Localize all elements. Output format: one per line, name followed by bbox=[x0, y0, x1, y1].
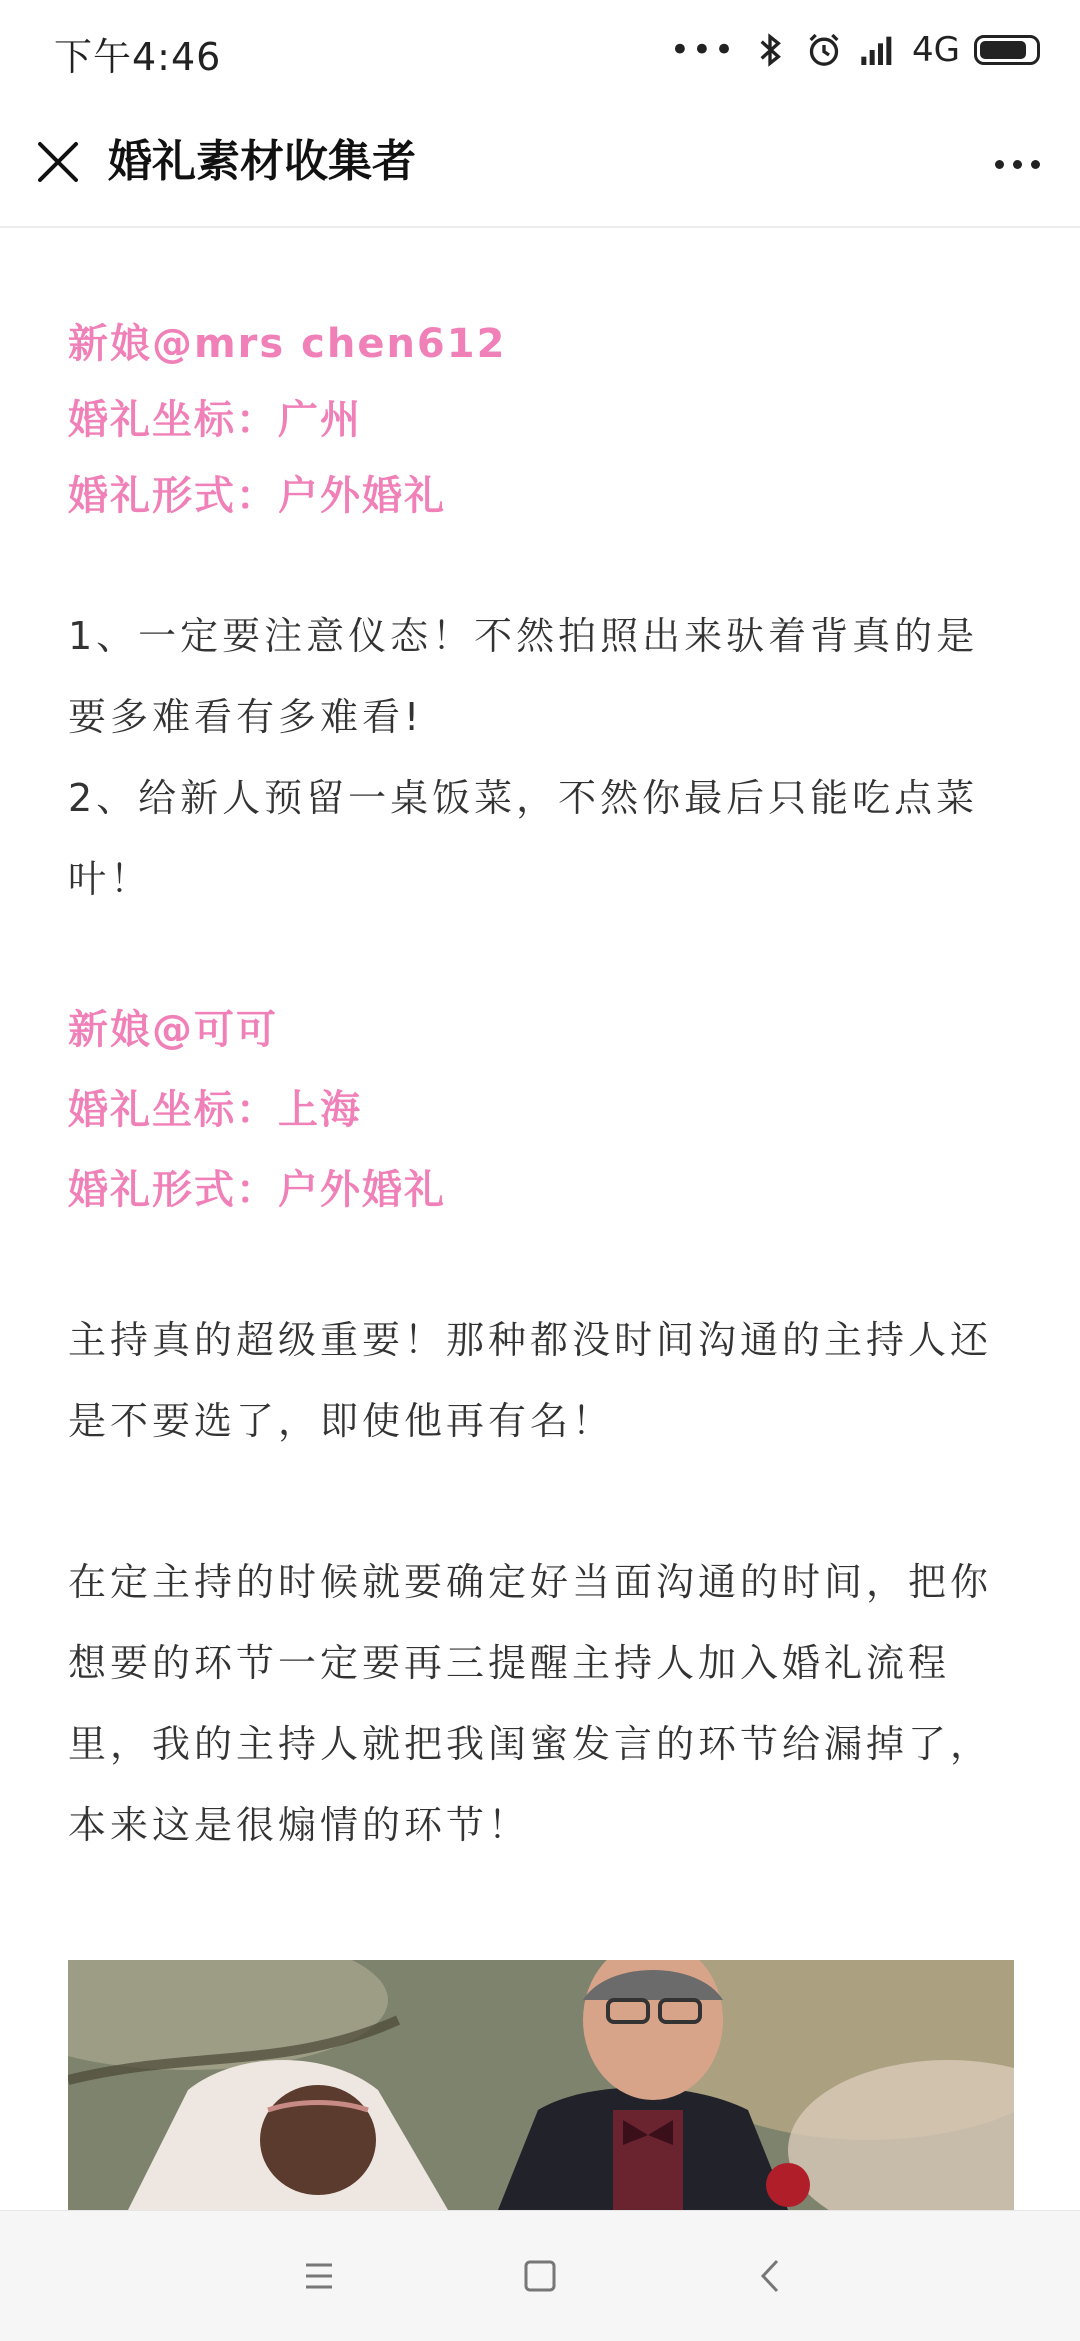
status-time: 下午4:46 bbox=[54, 35, 222, 79]
wedding-format: 婚礼形式：户外婚礼 bbox=[68, 473, 446, 519]
title-bar bbox=[0, 100, 1080, 228]
close-icon[interactable] bbox=[30, 134, 86, 190]
bride-name: 新娘@可可 bbox=[68, 1007, 278, 1053]
bluetooth-icon bbox=[750, 30, 790, 70]
paragraph-line: 要多难看有多难看! bbox=[68, 695, 424, 739]
wedding-format: 婚礼形式：户外婚礼 bbox=[68, 1167, 446, 1213]
status-icons bbox=[670, 26, 1040, 74]
page-title: 婚礼素材收集者 bbox=[108, 136, 416, 187]
alarm-icon bbox=[804, 30, 844, 70]
paragraph-line: 主持真的超级重要！那种都没时间沟通的主持人还 bbox=[68, 1318, 993, 1362]
paragraph-line: 在定主持的时候就要确定好当面沟通的时间，把你 bbox=[68, 1560, 993, 1604]
signal-icon bbox=[858, 30, 898, 70]
paragraph-line: 1、一定要注意仪态！不然拍照出来驮着背真的是 bbox=[68, 614, 979, 658]
more-dot bbox=[1013, 160, 1022, 169]
wedding-location: 婚礼坐标：广州 bbox=[68, 397, 362, 443]
wedding-photo bbox=[68, 1960, 1014, 2210]
battery-fill bbox=[980, 41, 1026, 59]
paragraph-line: 里，我的主持人就把我闺蜜发言的环节给漏掉了， bbox=[68, 1722, 993, 1766]
article-body bbox=[68, 226, 1012, 1866]
home-icon[interactable] bbox=[513, 2249, 567, 2303]
more-dot bbox=[1031, 160, 1040, 169]
wedding-location: 婚礼坐标：上海 bbox=[68, 1087, 362, 1133]
paragraph-line: 叶！ bbox=[68, 857, 153, 901]
paragraph-line: 本来这是很煽情的环节！ bbox=[68, 1803, 531, 1847]
more-dots-icon: ••• bbox=[669, 30, 737, 70]
bride-name: 新娘@mrs chen612 bbox=[68, 321, 507, 367]
status-bar bbox=[0, 0, 1080, 100]
battery-icon bbox=[974, 35, 1040, 65]
more-icon[interactable] bbox=[982, 136, 1052, 192]
more-dot bbox=[995, 160, 1004, 169]
paragraph-line: 是不要选了，即使他再有名！ bbox=[68, 1399, 615, 1443]
system-nav-bar bbox=[0, 2210, 1080, 2341]
paragraph-line: 2、给新人预留一桌饭菜，不然你最后只能吃点菜 bbox=[68, 776, 979, 820]
wedding-photo-illustration bbox=[68, 1960, 1014, 2210]
back-icon[interactable] bbox=[744, 2249, 798, 2303]
paragraph-line: 想要的环节一定要再三提醒主持人加入婚礼流程 bbox=[68, 1641, 951, 1685]
menu-icon[interactable] bbox=[292, 2249, 346, 2303]
network-label: 4G bbox=[912, 30, 960, 70]
